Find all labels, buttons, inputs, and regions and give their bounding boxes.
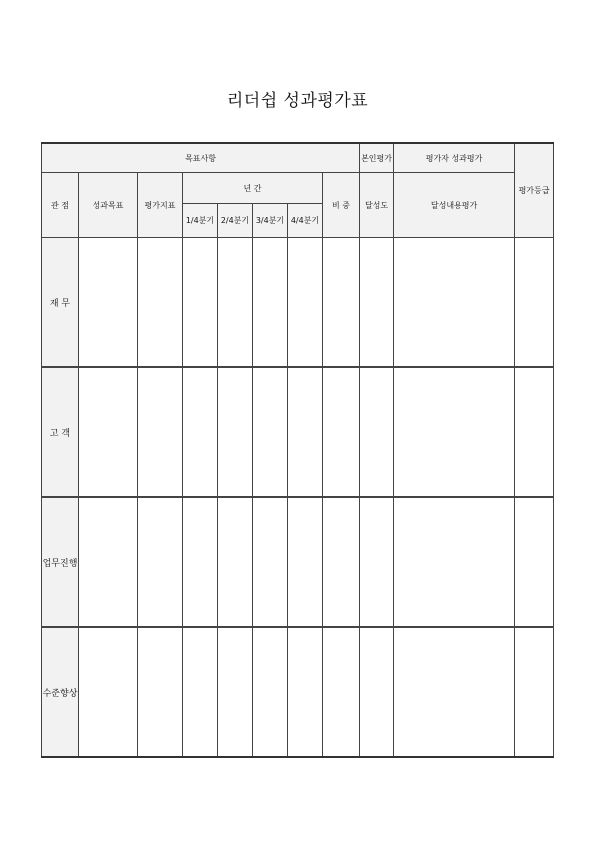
cell-content-eval[interactable]: [394, 497, 515, 627]
cell-perf-goal[interactable]: [79, 627, 138, 757]
cell-weight[interactable]: [323, 497, 360, 627]
cell-achievement[interactable]: [360, 238, 394, 368]
cell-achievement[interactable]: [360, 627, 394, 757]
cell-eval-index[interactable]: [138, 627, 183, 757]
header-content-eval: 달성내용평가: [394, 173, 515, 238]
cell-q2[interactable]: [218, 627, 253, 757]
cell-eval-index[interactable]: [138, 367, 183, 497]
cell-content-eval[interactable]: [394, 238, 515, 368]
cell-q3[interactable]: [253, 627, 288, 757]
cell-content-eval[interactable]: [394, 367, 515, 497]
table-row: [42, 497, 554, 627]
cell-q1[interactable]: [183, 238, 218, 368]
table-row: [42, 238, 554, 368]
row-label-customer: 고 객: [42, 367, 79, 497]
header-perf-goal: 성과목표: [79, 173, 138, 238]
cell-perf-goal[interactable]: [79, 367, 138, 497]
evaluation-table: [41, 142, 554, 758]
cell-q2[interactable]: [218, 367, 253, 497]
header-weight: 비 중: [323, 173, 360, 238]
cell-weight[interactable]: [323, 627, 360, 757]
header-eval-index: 평가지표: [138, 173, 183, 238]
cell-content-eval[interactable]: [394, 627, 515, 757]
cell-q1[interactable]: [183, 497, 218, 627]
header-achievement: 달성도: [360, 173, 394, 238]
cell-q4[interactable]: [288, 627, 323, 757]
cell-q1[interactable]: [183, 627, 218, 757]
cell-eval-index[interactable]: [138, 238, 183, 368]
header-quarter-2: 2/4분기: [218, 204, 253, 238]
header-evaluator-eval: 평가자 성과평가: [394, 143, 515, 173]
header-quarter-4: 4/4분기: [288, 204, 323, 238]
cell-q3[interactable]: [253, 497, 288, 627]
header-grade: 평가등급: [515, 143, 554, 238]
table-row: [42, 627, 554, 757]
cell-q2[interactable]: [218, 238, 253, 368]
cell-q4[interactable]: [288, 367, 323, 497]
cell-q3[interactable]: [253, 367, 288, 497]
table-row: [42, 367, 554, 497]
cell-achievement[interactable]: [360, 367, 394, 497]
cell-achievement[interactable]: [360, 497, 394, 627]
cell-grade[interactable]: [515, 367, 554, 497]
cell-perf-goal[interactable]: [79, 497, 138, 627]
cell-q3[interactable]: [253, 238, 288, 368]
cell-weight[interactable]: [323, 367, 360, 497]
cell-q4[interactable]: [288, 497, 323, 627]
cell-eval-index[interactable]: [138, 497, 183, 627]
cell-weight[interactable]: [323, 238, 360, 368]
header-annual: 년 간: [183, 173, 323, 204]
cell-grade[interactable]: [515, 627, 554, 757]
cell-grade[interactable]: [515, 497, 554, 627]
cell-q1[interactable]: [183, 367, 218, 497]
row-label-finance: 재 무: [42, 238, 79, 368]
header-perspective: 관 점: [42, 173, 79, 238]
cell-q2[interactable]: [218, 497, 253, 627]
cell-perf-goal[interactable]: [79, 238, 138, 368]
header-self-eval: 본인평가: [360, 143, 394, 173]
row-label-work-progress: 업무진행: [42, 497, 79, 627]
header-goal-items: 목표사항: [42, 143, 360, 173]
page-title: 리더쉽 성과평가표: [226, 91, 369, 111]
cell-grade[interactable]: [515, 238, 554, 368]
header-quarter-3: 3/4분기: [253, 204, 288, 238]
row-label-level-improvement: 수준향상: [42, 627, 79, 757]
cell-q4[interactable]: [288, 238, 323, 368]
header-quarter-1: 1/4분기: [183, 204, 218, 238]
